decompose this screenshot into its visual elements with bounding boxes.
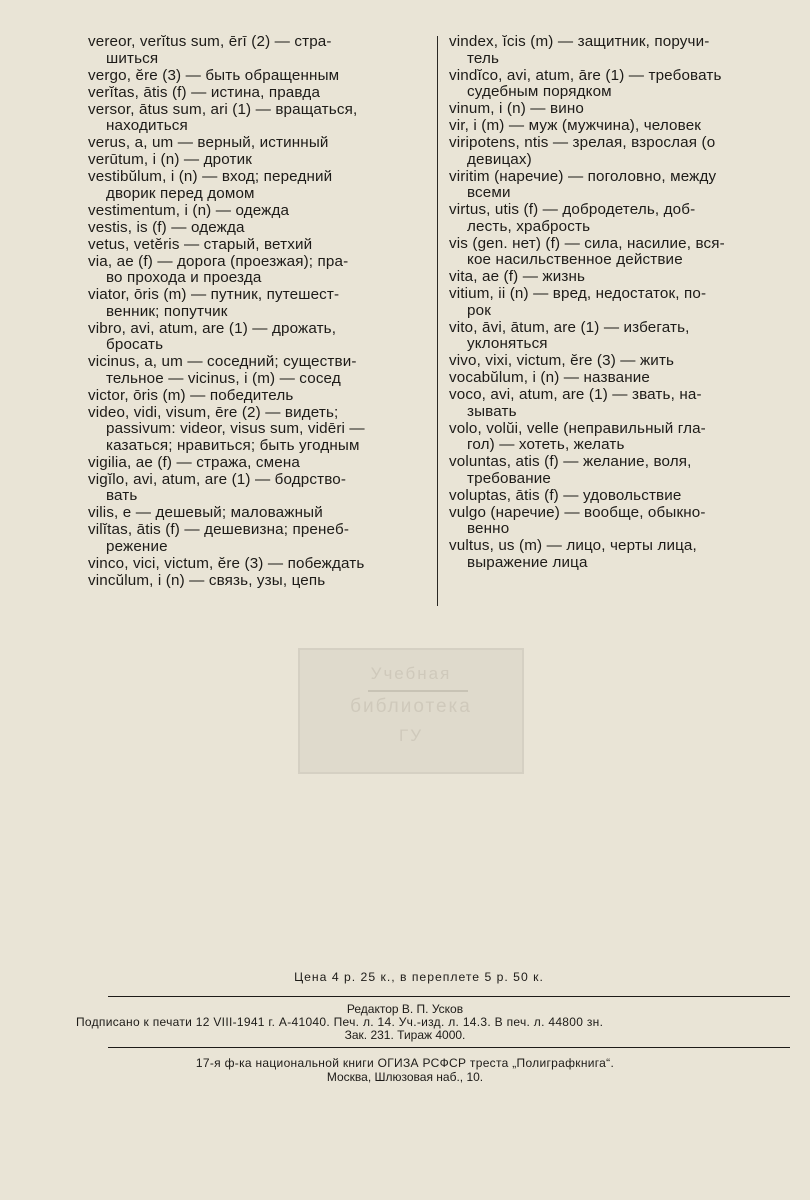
dictionary-entry	[449, 236, 779, 269]
entry-headword-line: vir, i (m) — муж (мужчина), человек	[449, 117, 702, 134]
entry-headword-line: vetus, vetĕris — старый, ветхий	[88, 235, 313, 253]
entry-headword-line: voco, avi, atum, are (1) — звать, на-	[449, 386, 702, 403]
entry-headword-line: vulgo (наречие) — вообще, обыкно-	[449, 503, 706, 521]
dictionary-entry	[449, 118, 779, 135]
entry-continuation-line: казаться; нравиться; быть угодным	[106, 436, 360, 454]
dictionary-entry	[449, 101, 779, 118]
entry-headword-line: vilis, e — дешевый; маловажный	[88, 504, 323, 521]
entry-headword-line: vigĭlo, avi, atum, are (1) — бодрство-	[88, 470, 347, 488]
dictionary-entry	[88, 68, 428, 85]
dictionary-entry	[88, 85, 428, 102]
signed-line: Подписано к печати 12 VIII-1941 г. А-41040. Печ. л. 14. Уч.-изд. л. 14.3. В печ. л. 44800 зн.	[76, 1015, 604, 1029]
dictionary-entry	[449, 505, 779, 538]
entry-headword-line: vinum, i (n) — вино	[449, 100, 584, 117]
stamp-line-1: Учебная	[370, 664, 452, 683]
entry-continuation-line: вать	[106, 487, 138, 504]
dictionary-entry	[88, 556, 428, 573]
dictionary-entry	[88, 287, 428, 320]
entry-headword-line: vergo, ĕre (3) — быть обращенным	[88, 66, 340, 84]
entry-headword-line: verūtum, i (n) — дротик	[88, 151, 253, 168]
dictionary-entry	[449, 353, 779, 370]
entry-continuation-line: судебным порядком	[467, 83, 612, 100]
entry-continuation-line: тельное — vicinus, i (m) — сосед	[106, 369, 341, 387]
dictionary-entry	[88, 573, 428, 590]
entry-continuation-line: находиться	[106, 117, 188, 134]
dictionary-entry	[88, 102, 428, 135]
dictionary-entry	[88, 321, 428, 354]
entry-headword-line: voluntas, atis (f) — желание, воля,	[449, 453, 692, 470]
dictionary-entry	[88, 405, 428, 455]
entry-continuation-line: во прохода и проезда	[106, 269, 262, 286]
column-divider	[437, 36, 438, 606]
dictionary-entry	[88, 135, 428, 152]
entry-headword-line: vivo, vixi, victum, ĕre (3) — жить	[449, 352, 675, 369]
entry-headword-line: verus, a, um — верный, истинный	[88, 134, 329, 151]
entry-headword-line: vocabŭlum, i (n) — название	[449, 369, 651, 386]
entry-continuation-line: passivum: videor, visus sum, vidēri —	[106, 420, 365, 437]
entry-headword-line: vis (gen. нет) (f) — сила, насилие, вся-	[449, 234, 725, 252]
entry-continuation-line: шиться	[106, 49, 159, 67]
right-column	[449, 34, 779, 572]
entry-headword-line: vultus, us (m) — лицо, черты лица,	[449, 537, 697, 554]
entry-headword-line: vereor, verĭtus sum, ērī (2) — стра-	[88, 33, 332, 50]
entry-continuation-line: венник; попутчик	[106, 302, 228, 320]
dictionary-entry	[449, 169, 779, 202]
entry-headword-line: vestis, is (f) — одежда	[88, 218, 245, 236]
dictionary-entry	[449, 370, 779, 387]
imprint-rule-bottom	[108, 1047, 790, 1048]
entry-headword-line: viritim (наречие) — поголовно, между	[449, 167, 717, 185]
price-line: Цена 4 р. 25 к., в переплете 5 р. 50 к.	[294, 970, 544, 984]
dictionary-entry	[449, 135, 779, 168]
dictionary-entry	[449, 538, 779, 571]
dictionary-entry	[449, 202, 779, 235]
stamp-line-3: ГУ	[398, 726, 423, 745]
dictionary-entry	[88, 472, 428, 505]
entry-continuation-line: тель	[467, 49, 500, 67]
entry-headword-line: voluptas, ātis (f) — удовольствие	[449, 486, 682, 504]
entry-continuation-line: режение	[106, 537, 168, 555]
entry-headword-line: vinco, vici, victum, ĕre (3) — побеждать	[88, 554, 365, 572]
entry-headword-line: volo, volŭi, velle (неправильный гла-	[449, 419, 706, 437]
entry-continuation-line: уклоняться	[467, 335, 548, 352]
entry-headword-line: vigilia, ae (f) — стража, смена	[88, 453, 300, 471]
entry-continuation-line: всеми	[467, 184, 511, 201]
entry-continuation-line: бросать	[106, 336, 164, 353]
dictionary-entry	[88, 254, 428, 287]
entry-headword-line: vibro, avi, atum, are (1) — дрожать,	[88, 319, 337, 337]
entry-continuation-line: гол) — хотеть, желать	[467, 436, 625, 453]
dictionary-entry	[449, 454, 779, 487]
entry-headword-line: versor, ātus sum, ari (1) — вращаться,	[88, 100, 358, 118]
imprint-rule-top	[108, 996, 790, 997]
stamp-strike	[368, 690, 468, 692]
entry-continuation-line: лесть, храбрость	[467, 217, 591, 235]
entry-continuation-line: выражение лица	[467, 553, 588, 571]
entry-headword-line: vindĭco, avi, atum, āre (1) — требовать	[449, 66, 722, 84]
entry-continuation-line: кое насильственное действие	[467, 251, 683, 268]
dictionary-entry	[88, 522, 428, 555]
dictionary-entry	[88, 152, 428, 169]
dictionary-entry	[88, 169, 428, 202]
entry-headword-line: victor, ōris (m) — победитель	[88, 386, 294, 404]
printer-line-1: 17-я ф-ка национальной книги ОГИЗА РСФСР треста „Полиграфкнига“.	[195, 1056, 615, 1070]
dictionary-entry	[449, 421, 779, 454]
entry-headword-line: vestibŭlum, i (n) — вход; передний	[88, 168, 333, 185]
entry-headword-line: via, ae (f) — дорога (проезжая); пра-	[88, 252, 349, 270]
entry-continuation-line: дворик перед домом	[106, 184, 255, 202]
left-column	[88, 34, 428, 590]
entry-headword-line: vestimentum, i (n) — одежда	[88, 201, 290, 219]
editor-line: Редактор В. П. Усков	[346, 1002, 464, 1016]
dictionary-entry	[449, 286, 779, 319]
entry-headword-line: vilĭtas, ātis (f) — дешевизна; пренеб-	[88, 521, 350, 538]
entry-headword-line: verĭtas, ātis (f) — истина, правда	[88, 83, 321, 101]
entry-headword-line: vito, āvi, ātum, are (1) — избегать,	[449, 318, 690, 336]
dictionary-entry	[88, 354, 428, 387]
printer-line-2: Москва, Шлюзовая наб., 10.	[326, 1070, 484, 1084]
entry-headword-line: vindex, ĭcis (m) — защитник, поручи-	[449, 33, 710, 50]
entry-headword-line: viator, ōris (m) — путник, путешест-	[88, 286, 340, 303]
dictionary-entry	[449, 34, 779, 67]
entry-continuation-line: требование	[467, 469, 551, 487]
entry-headword-line: viripotens, ntis — зрелая, взрослая (о	[449, 134, 716, 151]
dictionary-entry	[88, 505, 428, 522]
dictionary-entry	[449, 387, 779, 420]
imprint-block	[0, 970, 810, 984]
entry-headword-line: virtus, utis (f) — добродетель, доб-	[449, 201, 696, 218]
dictionary-entry	[449, 320, 779, 353]
entry-headword-line: video, vidi, visum, ēre (2) — видеть;	[88, 403, 339, 421]
entry-continuation-line: венно	[467, 520, 510, 537]
entry-continuation-line: девицах)	[467, 150, 532, 168]
dictionary-entry	[449, 269, 779, 286]
dictionary-entry	[88, 455, 428, 472]
library-stamp	[298, 648, 524, 774]
entry-headword-line: vita, ae (f) — жизнь	[449, 268, 586, 285]
order-line: Зак. 231. Тираж 4000.	[344, 1028, 466, 1042]
entry-continuation-line: зывать	[467, 402, 517, 420]
dictionary-entry	[88, 220, 428, 237]
dictionary-entry	[88, 237, 428, 254]
stamp-line-2: библиотека	[350, 696, 472, 717]
dictionary-entry	[449, 488, 779, 505]
dictionary-entry	[88, 34, 428, 67]
entry-headword-line: vincŭlum, i (n) — связь, узы, цепь	[88, 571, 326, 589]
entry-headword-line: vitium, ii (n) — вред, недостаток, по-	[449, 285, 707, 302]
dictionary-entry	[88, 388, 428, 405]
entry-continuation-line: рок	[467, 301, 491, 319]
dictionary-entry	[449, 68, 779, 101]
entry-headword-line: vicinus, a, um — соседний; существи-	[88, 353, 357, 370]
dictionary-entry	[88, 203, 428, 220]
